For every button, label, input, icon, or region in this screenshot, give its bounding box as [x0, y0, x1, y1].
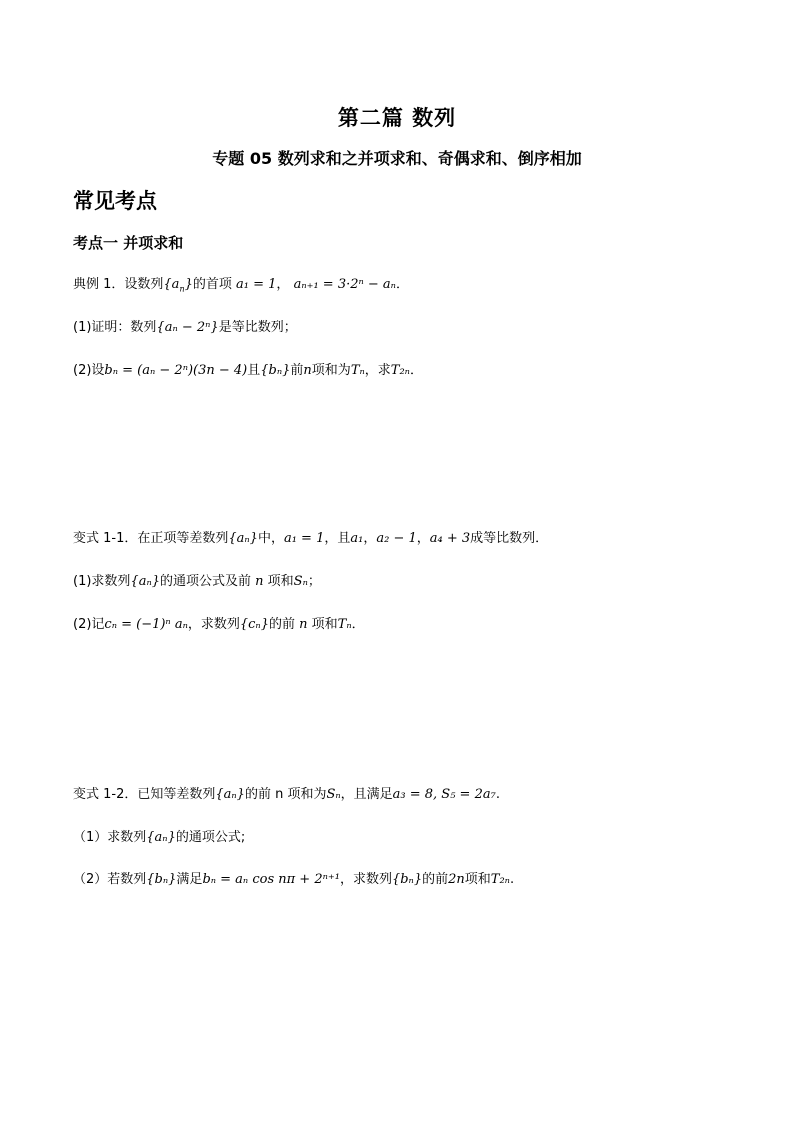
variant12-statement: 变式 1-2．已知等差数列{aₙ}的前 n 项和为Sₙ，且满足a₃ = 8, S₅ = 2a₇.: [73, 787, 500, 802]
example1-question2: (2)设bₙ = (aₙ − 2ⁿ)(3n − 4)且{bₙ}前n项和为Tₙ，求T₂ₙ．: [73, 363, 423, 378]
example1-question1: (1)证明：数列{aₙ − 2ⁿ}是等比数列；: [73, 320, 297, 335]
math-seq-an-minus-2n: {aₙ − 2ⁿ}: [156, 320, 219, 335]
math-bn-def: bₙ = (aₙ − 2ⁿ)(3n − 4): [104, 363, 248, 378]
math-seq-an: $\{a_n\}$: [163, 277, 193, 294]
variant11-question1: (1)求数列{aₙ}的通项公式及前 n 项和Sₙ；: [73, 574, 321, 589]
page-subtitle: 专题 05 数列求和之并项求和、奇偶求和、倒序相加: [212, 149, 582, 168]
variant11-statement: 变式 1-1．在正项等差数列{aₙ}中，a₁ = 1，且a₁，a₂ − 1，a₄ + 3成等比数列．: [73, 531, 549, 546]
math-a1: a₁ = 1: [236, 277, 277, 292]
variant11-question2: (2)记cₙ = (−1)ⁿ aₙ，求数列{cₙ}的前 n 项和Tₙ．: [73, 617, 365, 632]
variant12-question1: （1）求数列{aₙ}的通项公式;: [73, 830, 246, 845]
math-recurrence: aₙ₊₁ = 3·2ⁿ − aₙ: [293, 277, 396, 292]
topic-heading: 考点一 并项求和: [73, 234, 184, 252]
math-seq-bn: {bₙ}: [260, 363, 291, 378]
page-title: 第二篇 数列: [337, 106, 457, 130]
variant12-question2: （2）若数列{bₙ}满足bₙ = aₙ cos nπ + 2ⁿ⁺¹，求数列{bₙ}的前2n项和T₂ₙ.: [73, 872, 515, 887]
example1-statement: 典例 1．设数列$\{a_n\}$的首项 a₁ = 1， aₙ₊₁ = 3·2ⁿ − aₙ．: [73, 277, 409, 294]
section-heading: 常见考点: [73, 189, 157, 213]
